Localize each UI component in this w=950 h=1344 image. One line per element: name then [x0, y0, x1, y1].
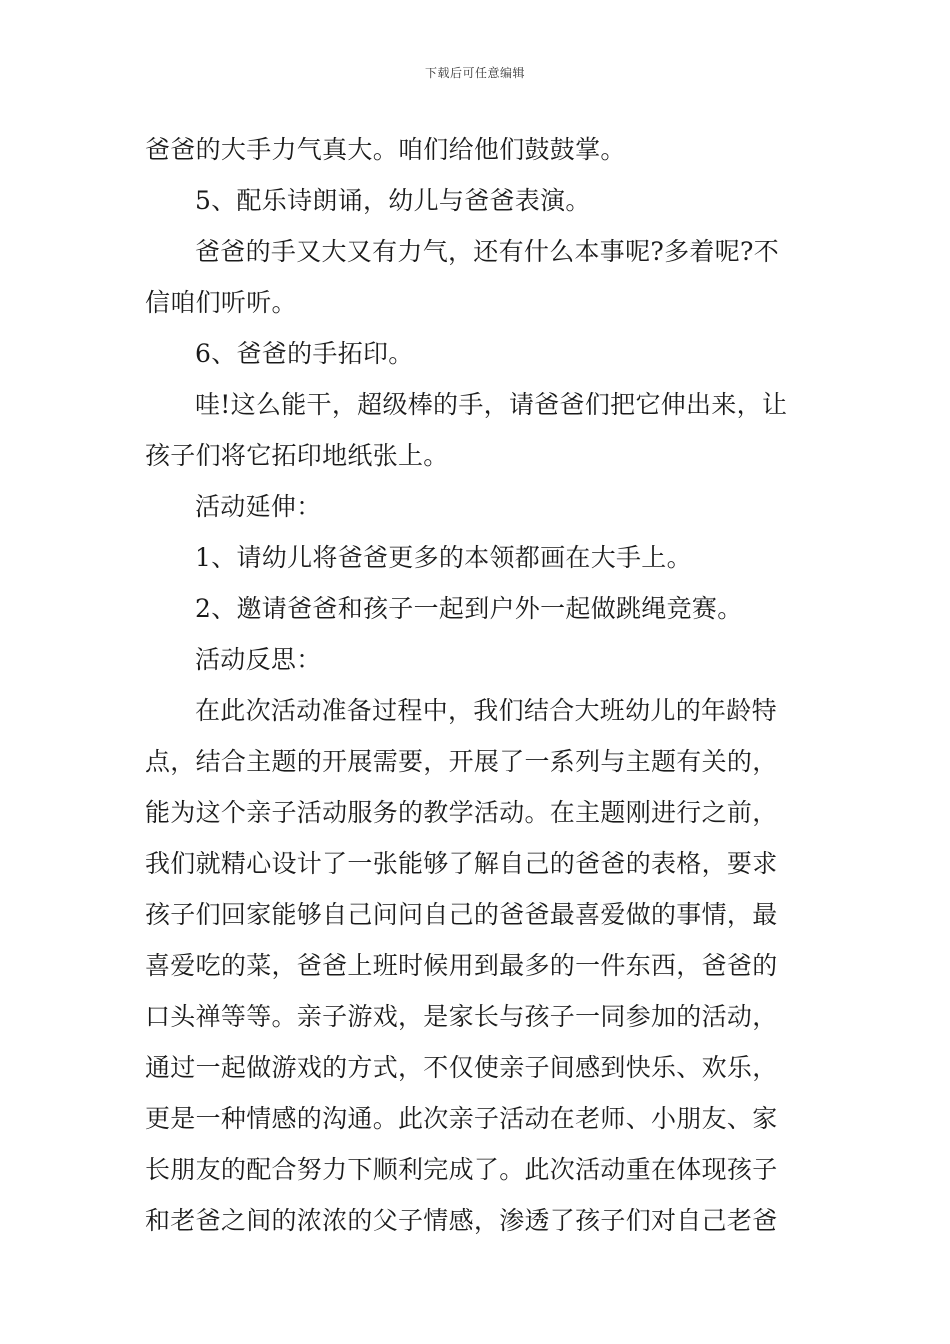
body-line: 能为这个亲子活动服务的教学活动。在主题刚进行之前，	[145, 798, 778, 827]
body-line: 孩子们回家能够自己问问自己的爸爸最喜爱做的事情，最	[145, 900, 778, 929]
body-line: 爸爸的手又大又有力气，还有什么本事呢?多着呢?不	[195, 237, 780, 266]
body-line: 口头禅等等。亲子游戏，是家长与孩子一同参加的活动，	[145, 1002, 778, 1031]
body-line: 长朋友的配合努力下顺利完成了。此次活动重在体现孩子	[145, 1155, 778, 1184]
body-line: 5、配乐诗朗诵，幼儿与爸爸表演。	[195, 186, 591, 215]
body-line: 喜爱吃的菜，爸爸上班时候用到最多的一件东西，爸爸的	[145, 951, 778, 980]
body-line: 2、邀请爸爸和孩子一起到户外一起做跳绳竞赛。	[195, 594, 743, 623]
body-line: 1、请幼儿将爸爸更多的本领都画在大手上。	[195, 543, 692, 572]
body-line: 点，结合主题的开展需要，开展了一系列与主题有关的，	[145, 747, 778, 776]
page-header: 下载后可任意编辑	[424, 66, 525, 80]
body-line: 在此次活动准备过程中，我们结合大班幼儿的年龄特	[195, 696, 777, 725]
body-line: 我们就精心设计了一张能够了解自己的爸爸的表格，要求	[145, 849, 778, 878]
body-line: 爸爸的大手力气真大。咱们给他们鼓鼓掌。	[145, 135, 626, 164]
section-heading-reflection: 活动反思：	[195, 645, 322, 674]
document-body	[145, 124, 810, 1246]
body-line: 信咱们听听。	[145, 288, 297, 317]
body-line: 孩子们将它拓印地纸张上。	[145, 441, 449, 470]
body-line: 哇!这么能干，超级棒的手，请爸爸们把它伸出来，让	[195, 390, 788, 419]
body-line: 通过一起做游戏的方式，不仅使亲子间感到快乐、欢乐，	[145, 1053, 778, 1082]
body-line: 6、爸爸的手拓印。	[195, 339, 414, 368]
body-line: 更是一种情感的沟通。此次亲子活动在老师、小朋友、家	[145, 1104, 778, 1133]
body-line: 和老爸之间的浓浓的父子情感，渗透了孩子们对自己老爸	[145, 1206, 778, 1235]
section-heading-extension: 活动延伸：	[195, 492, 322, 521]
